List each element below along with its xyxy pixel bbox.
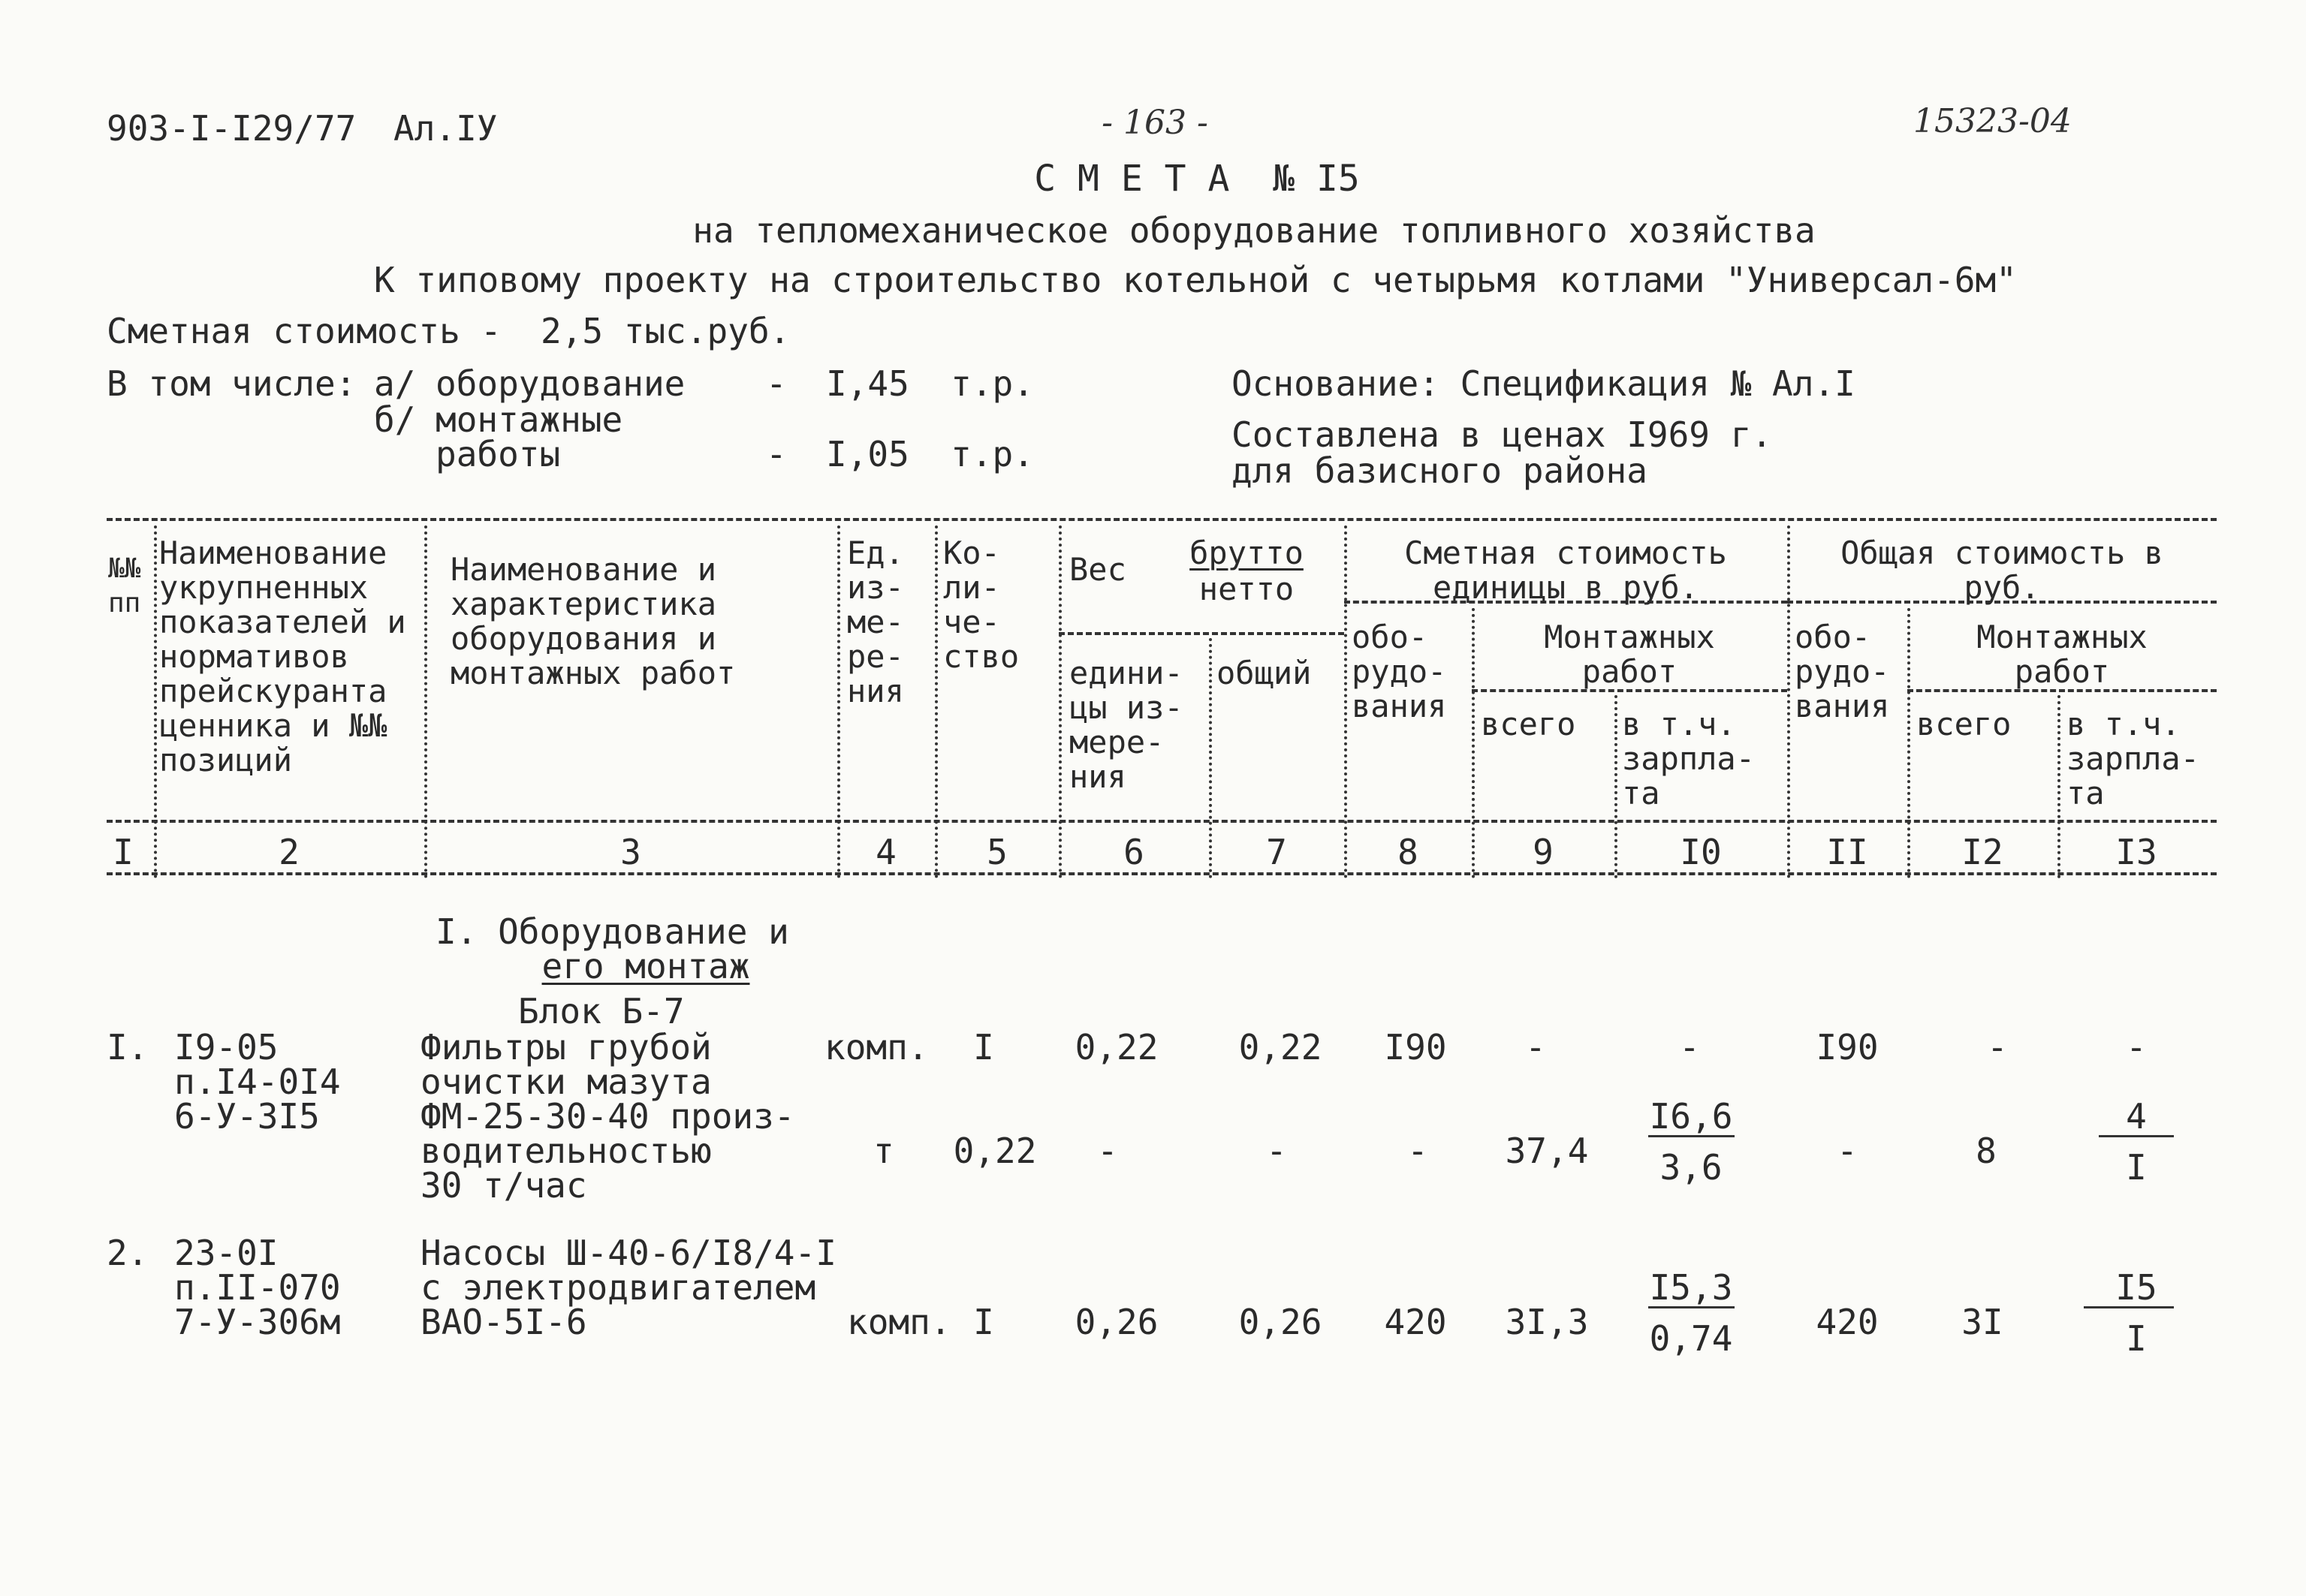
page-number: - 163 - bbox=[1102, 104, 1208, 142]
row-sub-total-equipment: - bbox=[1837, 1131, 1858, 1171]
col-divider-7 bbox=[1344, 525, 1347, 878]
row-sub-weight-unit: - bbox=[1097, 1131, 1118, 1171]
header-total-install: Монтажных работ bbox=[1976, 619, 2148, 690]
row-weight-unit: 0,22 bbox=[1075, 1027, 1159, 1068]
row-name-line: ФМ-25-30-40 произ- bbox=[421, 1096, 795, 1137]
header-indicators: Наименование укрупненных показателей и нормативов прейскуранта ценника и №№ позиций bbox=[159, 535, 406, 778]
including-b-label: монтажные работы bbox=[436, 399, 623, 474]
column-number: 8 bbox=[1397, 832, 1418, 872]
including-b-value: I,05 т.р. bbox=[826, 434, 1034, 474]
document-title: С М Е Т А № I5 bbox=[1034, 158, 1360, 200]
table-top-rule bbox=[107, 518, 2217, 521]
subtitle-project: К типовому проекту на строительство котельной с четырьмя котлами "Универсал-6м" bbox=[374, 260, 2017, 300]
row-total-equipment: 420 bbox=[1816, 1302, 1879, 1342]
row-name-line: с электродвигателем bbox=[421, 1267, 816, 1308]
column-number: 4 bbox=[876, 832, 897, 872]
col-divider-9 bbox=[1614, 695, 1617, 878]
row-name-line: ВАО-5I-6 bbox=[421, 1302, 587, 1342]
header-unit-install-all: всего bbox=[1481, 706, 1576, 742]
col-divider-2 bbox=[424, 525, 427, 878]
column-number: 9 bbox=[1533, 832, 1554, 872]
album-label: Ал.IУ bbox=[393, 108, 498, 149]
column-number: I2 bbox=[1961, 832, 2003, 872]
header-unit-install: Монтажных работ bbox=[1544, 619, 1715, 690]
row-code-line: п.I4-0I4 bbox=[174, 1061, 341, 1102]
header-weight: Вес bbox=[1069, 551, 1126, 588]
column-number: 2 bbox=[279, 832, 300, 872]
row-quantity: I bbox=[973, 1027, 994, 1068]
row-sub-wage-denominator: 3,6 bbox=[1659, 1147, 1723, 1188]
row-wage-denominator: 0,74 bbox=[1649, 1318, 1733, 1359]
row-number: I. bbox=[107, 1027, 149, 1068]
header-unit-cost: Сметная стоимость единицы в руб. bbox=[1404, 535, 1727, 606]
including-a-label: оборудование bbox=[436, 363, 686, 404]
section-title-line-2: его монтаж bbox=[541, 946, 750, 986]
column-number: 6 bbox=[1123, 832, 1144, 872]
row-name-line: 30 т/час bbox=[421, 1165, 587, 1206]
header-weight-per-unit: едини- цы из- мере- ния bbox=[1069, 655, 1183, 795]
including-b-marker: б/ bbox=[374, 399, 416, 440]
fraction-bar bbox=[2084, 1306, 2174, 1308]
header-total-cost: Общая стоимость в руб. bbox=[1840, 535, 2163, 606]
fraction-bar bbox=[2099, 1135, 2174, 1137]
row-sub-weight-total: - bbox=[1266, 1131, 1287, 1171]
column-numbers-rule bbox=[107, 872, 2217, 875]
row-weight-total: 0,26 bbox=[1238, 1302, 1322, 1342]
prices-line-2: для базисного района bbox=[1231, 450, 1647, 491]
row-number: 2. bbox=[107, 1233, 149, 1273]
col-divider-6 bbox=[1209, 638, 1212, 878]
row-weight-total: 0,22 bbox=[1238, 1027, 1322, 1068]
row-sub-wage-numerator: I6,6 bbox=[1649, 1096, 1733, 1137]
col-divider-11 bbox=[1907, 608, 1910, 878]
header-total-install-all: всего bbox=[1916, 706, 2012, 742]
row-install-wage: - bbox=[1679, 1027, 1700, 1068]
including-a-value: I,45 т.р. bbox=[826, 363, 1034, 404]
column-number: I0 bbox=[1680, 832, 1722, 872]
row-install-all: - bbox=[1525, 1027, 1546, 1068]
header-total-equipment: обо- рудо- вания bbox=[1795, 619, 1890, 724]
header-unit-equipment: обо- рудо- вания bbox=[1352, 619, 1447, 724]
row-weight-unit: 0,26 bbox=[1075, 1302, 1159, 1342]
row-quantity: I bbox=[973, 1302, 994, 1342]
row-sub-install-all: 37,4 bbox=[1505, 1131, 1589, 1171]
row-total-wage-numerator: I5 bbox=[2115, 1267, 2157, 1308]
row-sub-unit: т bbox=[873, 1131, 894, 1171]
row-equipment-cost: I90 bbox=[1384, 1027, 1447, 1068]
header-quantity: Ко- ли- че- ство bbox=[943, 535, 1020, 675]
fraction-bar bbox=[1648, 1306, 1735, 1308]
including-a-marker: а/ bbox=[374, 363, 416, 404]
column-number: I bbox=[113, 832, 134, 872]
col-divider-12 bbox=[2057, 695, 2060, 878]
row-total-install: 3I bbox=[1961, 1302, 2003, 1342]
header-total-install-wage: в т.ч. зарпла- та bbox=[2066, 706, 2200, 812]
header-bottom-rule bbox=[107, 820, 2217, 823]
row-code-line: I9-05 bbox=[174, 1027, 279, 1068]
header-weight-brutto: брутто bbox=[1189, 535, 1304, 571]
col-divider-8 bbox=[1472, 608, 1475, 878]
row-code-line: 6-У-3I5 bbox=[174, 1096, 320, 1137]
col-divider-10 bbox=[1787, 525, 1790, 878]
including-b-dash: - bbox=[766, 434, 787, 474]
header-npp: №№ пп bbox=[108, 553, 141, 619]
subtitle-equipment: на тепломеханическое оборудование топливного хозяйства bbox=[692, 210, 1816, 251]
row-sub-total-install: 8 bbox=[1976, 1131, 1997, 1171]
row-total-wage: - bbox=[2126, 1027, 2147, 1068]
row-unit: комп. bbox=[824, 1027, 929, 1068]
header-weight-netto: нетто bbox=[1198, 571, 1295, 607]
including-label: В том числе: bbox=[107, 363, 357, 404]
weight-subheader-rule bbox=[1059, 632, 1344, 635]
row-code-line: п.II-070 bbox=[174, 1267, 341, 1308]
cost-label: Сметная стоимость bbox=[107, 311, 460, 351]
column-number: 7 bbox=[1266, 832, 1287, 872]
including-a-dash: - bbox=[766, 363, 787, 404]
header-equipment-name: Наименование и характеристика оборудования и монтажных работ bbox=[451, 551, 736, 691]
cost-dash: - bbox=[481, 311, 502, 351]
header-weight-total: общий bbox=[1216, 655, 1312, 691]
document-code: 903-I-I29/77 bbox=[107, 108, 357, 149]
row-equipment-cost: 420 bbox=[1384, 1302, 1447, 1342]
column-number: 3 bbox=[620, 832, 641, 872]
archive-number: 15323-04 bbox=[1913, 102, 2072, 140]
block-label: Блок Б-7 bbox=[518, 991, 685, 1031]
col-divider-5 bbox=[1059, 525, 1062, 878]
col-divider-4 bbox=[935, 525, 938, 878]
row-code-line: 7-У-306м bbox=[174, 1302, 341, 1342]
header-unit-install-wage: в т.ч. зарпла- та bbox=[1622, 706, 1756, 812]
row-total-wage-denominator: I bbox=[2126, 1318, 2147, 1359]
row-unit: комп. bbox=[847, 1302, 951, 1342]
section-title-line-1: I. Оборудование и bbox=[436, 911, 789, 952]
row-sub-total-wage-numerator: 4 bbox=[2126, 1096, 2147, 1137]
row-wage-numerator: I5,3 bbox=[1649, 1267, 1733, 1308]
row-sub-equipment-cost: - bbox=[1407, 1131, 1428, 1171]
col-divider-3 bbox=[837, 525, 840, 878]
row-total-install: - bbox=[1987, 1027, 2008, 1068]
basis-line: Основание: Спецификация № Ал.I bbox=[1231, 363, 1855, 404]
cost-value: 2,5 тыс.руб. bbox=[541, 311, 791, 351]
row-sub-quantity: 0,22 bbox=[953, 1131, 1037, 1171]
row-sub-total-wage-denominator: I bbox=[2126, 1147, 2147, 1188]
row-name-line: водительностью bbox=[421, 1131, 712, 1171]
column-number: II bbox=[1826, 832, 1868, 872]
row-name-line: Фильтры грубой bbox=[421, 1027, 712, 1068]
column-number: 5 bbox=[987, 832, 1008, 872]
prices-line-1: Составлена в ценах I969 г. bbox=[1231, 414, 1773, 455]
row-total-equipment: I90 bbox=[1816, 1027, 1879, 1068]
row-code-line: 23-0I bbox=[174, 1233, 279, 1273]
row-name-line: очистки мазута bbox=[421, 1061, 712, 1102]
col-divider-1 bbox=[154, 525, 157, 878]
column-number: I3 bbox=[2115, 832, 2157, 872]
header-unit: Ед. из- ме- ре- ния bbox=[847, 535, 904, 709]
row-name-line: Насосы Ш-40-6/I8/4-I bbox=[421, 1233, 836, 1273]
row-install-all: 3I,3 bbox=[1505, 1302, 1589, 1342]
fraction-bar bbox=[1648, 1135, 1735, 1137]
